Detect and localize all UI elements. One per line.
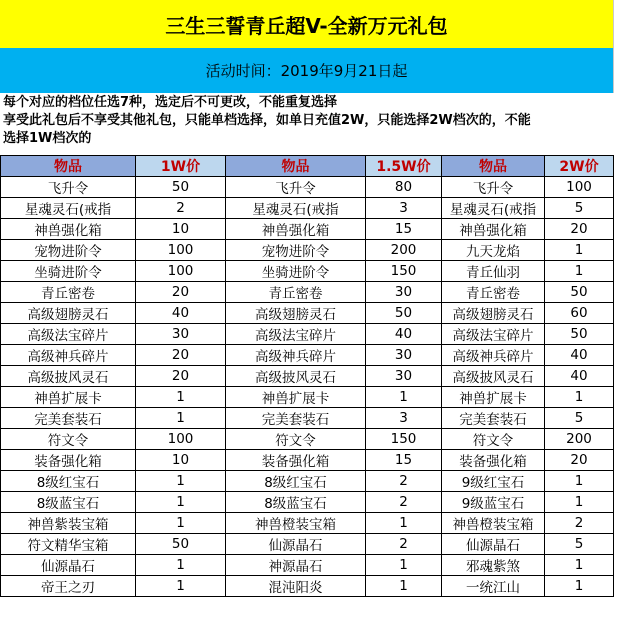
item-15w-cell[interactable]: 仙源晶石 <box>226 534 366 555</box>
table-row <box>1 408 614 429</box>
table-row <box>1 345 614 366</box>
price-15w-cell[interactable]: 1 <box>366 576 442 597</box>
item-2w-cell[interactable]: 高级神兵碎片 <box>442 345 545 366</box>
table-row <box>1 471 614 492</box>
item-15w-cell[interactable]: 符文令 <box>226 429 366 450</box>
item-2w-cell[interactable]: 神兽橙装宝箱 <box>442 513 545 534</box>
price-15w-cell[interactable]: 2 <box>366 534 442 555</box>
item-2w-cell[interactable]: 飞升令 <box>442 177 545 198</box>
header-item-2w[interactable]: 物品 <box>442 156 545 177</box>
item-1w-cell[interactable]: 高级披风灵石 <box>1 366 136 387</box>
item-15w-cell[interactable]: 高级法宝碎片 <box>226 324 366 345</box>
item-2w-cell[interactable]: 高级法宝碎片 <box>442 324 545 345</box>
item-2w-cell[interactable]: 一统江山 <box>442 576 545 597</box>
table-row <box>1 513 614 534</box>
table-row <box>1 219 614 240</box>
item-15w-cell[interactable]: 8级红宝石 <box>226 471 366 492</box>
item-1w-cell[interactable]: 符文精华宝箱 <box>1 534 136 555</box>
rule-line: 选择1W档次的 <box>3 131 92 146</box>
price-15w-cell[interactable]: 40 <box>366 324 442 345</box>
item-1w-cell[interactable]: 青丘密卷 <box>1 282 136 303</box>
table-row <box>1 366 614 387</box>
item-15w-cell[interactable]: 高级披风灵石 <box>226 366 366 387</box>
item-1w-cell[interactable]: 坐骑进阶令 <box>1 261 136 282</box>
price-2w-cell[interactable]: 1 <box>545 576 614 597</box>
item-1w-cell[interactable]: 符文令 <box>1 429 136 450</box>
price-1w-cell[interactable]: 10 <box>136 450 226 471</box>
price-2w-cell[interactable]: 2 <box>545 513 614 534</box>
price-1w-cell[interactable]: 100 <box>136 429 226 450</box>
price-1w-cell[interactable]: 20 <box>136 366 226 387</box>
price-15w-cell[interactable]: 15 <box>366 219 442 240</box>
price-2w-cell[interactable]: 100 <box>545 177 614 198</box>
item-1w-cell[interactable]: 仙源晶石 <box>1 555 136 576</box>
item-1w-cell[interactable]: 8级蓝宝石 <box>1 492 136 513</box>
item-2w-cell[interactable]: 青丘仙羽 <box>442 261 545 282</box>
table-row <box>1 303 614 324</box>
item-1w-cell[interactable]: 宠物进阶令 <box>1 240 136 261</box>
item-2w-cell[interactable]: 9级蓝宝石 <box>442 492 545 513</box>
price-2w-cell[interactable]: 50 <box>545 324 614 345</box>
price-1w-cell[interactable]: 20 <box>136 282 226 303</box>
table-row <box>1 198 614 219</box>
item-1w-cell[interactable]: 神兽强化箱 <box>1 219 136 240</box>
price-1w-cell[interactable]: 1 <box>136 387 226 408</box>
price-15w-cell[interactable]: 30 <box>366 366 442 387</box>
item-1w-cell[interactable]: 神兽扩展卡 <box>1 387 136 408</box>
table-row <box>1 555 614 576</box>
table-row <box>1 240 614 261</box>
table-row <box>1 534 614 555</box>
price-2w-cell[interactable]: 50 <box>545 282 614 303</box>
page-title: 三生三誓青丘超V-全新万元礼包 <box>0 0 614 48</box>
price-15w-cell[interactable]: 150 <box>366 261 442 282</box>
item-2w-cell[interactable]: 青丘密卷 <box>442 282 545 303</box>
price-2w-cell[interactable]: 1 <box>545 471 614 492</box>
price-15w-cell[interactable]: 30 <box>366 282 442 303</box>
item-15w-cell[interactable]: 飞升令 <box>226 177 366 198</box>
price-2w-cell[interactable]: 1 <box>545 387 614 408</box>
rule-line: 享受此礼包后不享受其他礼包，只能单档选择，如单日充值2W，只能选择2W档次的，不能 <box>3 113 531 128</box>
item-15w-cell[interactable]: 青丘密卷 <box>226 282 366 303</box>
item-2w-cell[interactable]: 邪魂紫煞 <box>442 555 545 576</box>
item-15w-cell[interactable]: 8级蓝宝石 <box>226 492 366 513</box>
item-1w-cell[interactable]: 高级翅膀灵石 <box>1 303 136 324</box>
item-1w-cell[interactable]: 高级神兵碎片 <box>1 345 136 366</box>
price-1w-cell[interactable]: 1 <box>136 513 226 534</box>
price-15w-cell[interactable]: 1 <box>366 513 442 534</box>
rule-line: 每个对应的档位任选7种，选定后不可更改，不能重复选择 <box>3 95 338 110</box>
price-2w-cell[interactable]: 1 <box>545 240 614 261</box>
price-15w-cell[interactable]: 2 <box>366 471 442 492</box>
item-15w-cell[interactable]: 宠物进阶令 <box>226 240 366 261</box>
price-1w-cell[interactable]: 50 <box>136 534 226 555</box>
price-15w-cell[interactable]: 3 <box>366 198 442 219</box>
table-row <box>1 429 614 450</box>
item-15w-cell[interactable]: 神兽扩展卡 <box>226 387 366 408</box>
price-15w-cell[interactable]: 200 <box>366 240 442 261</box>
item-2w-cell[interactable]: 神兽扩展卡 <box>442 387 545 408</box>
table-row <box>1 576 614 597</box>
item-2w-cell[interactable]: 高级翅膀灵石 <box>442 303 545 324</box>
header-item-1w[interactable]: 物品 <box>1 156 136 177</box>
item-15w-cell[interactable]: 混沌阳炎 <box>226 576 366 597</box>
item-15w-cell[interactable]: 神源晶石 <box>226 555 366 576</box>
price-15w-cell[interactable]: 2 <box>366 492 442 513</box>
price-2w-cell[interactable]: 20 <box>545 450 614 471</box>
event-date: 活动时间：2019年9月21日起 <box>0 48 614 93</box>
item-15w-cell[interactable]: 神兽强化箱 <box>226 219 366 240</box>
item-15w-cell[interactable]: 星魂灵石(戒指 <box>226 198 366 219</box>
item-1w-cell[interactable]: 神兽紫装宝箱 <box>1 513 136 534</box>
item-2w-cell[interactable]: 星魂灵石(戒指 <box>442 198 545 219</box>
item-1w-cell[interactable]: 帝王之刃 <box>1 576 136 597</box>
table-row <box>1 261 614 282</box>
price-1w-cell[interactable]: 40 <box>136 303 226 324</box>
table-body <box>1 177 614 597</box>
item-1w-cell[interactable]: 飞升令 <box>1 177 136 198</box>
price-1w-cell[interactable]: 1 <box>136 408 226 429</box>
price-15w-cell[interactable]: 150 <box>366 429 442 450</box>
price-1w-cell[interactable]: 100 <box>136 240 226 261</box>
price-1w-cell[interactable]: 1 <box>136 555 226 576</box>
table-header-row <box>1 156 614 177</box>
price-1w-cell[interactable]: 50 <box>136 177 226 198</box>
table-row <box>1 450 614 471</box>
header-price-2w[interactable]: 2W价 <box>545 156 614 177</box>
price-2w-cell[interactable]: 5 <box>545 198 614 219</box>
item-1w-cell[interactable]: 星魂灵石(戒指 <box>1 198 136 219</box>
item-15w-cell[interactable]: 装备强化箱 <box>226 450 366 471</box>
item-2w-cell[interactable]: 装备强化箱 <box>442 450 545 471</box>
item-1w-cell[interactable]: 高级法宝碎片 <box>1 324 136 345</box>
item-15w-cell[interactable]: 神兽橙装宝箱 <box>226 513 366 534</box>
item-2w-cell[interactable]: 符文令 <box>442 429 545 450</box>
header-price-1w[interactable]: 1W价 <box>136 156 226 177</box>
price-1w-cell[interactable]: 2 <box>136 198 226 219</box>
price-15w-cell[interactable]: 1 <box>366 387 442 408</box>
price-15w-cell[interactable]: 15 <box>366 450 442 471</box>
price-2w-cell[interactable]: 1 <box>545 492 614 513</box>
header-price-15w[interactable]: 1.5W价 <box>366 156 442 177</box>
price-15w-cell[interactable]: 50 <box>366 303 442 324</box>
price-1w-cell[interactable]: 1 <box>136 576 226 597</box>
price-1w-cell[interactable]: 1 <box>136 492 226 513</box>
table-row <box>1 387 614 408</box>
item-15w-cell[interactable]: 高级翅膀灵石 <box>226 303 366 324</box>
item-2w-cell[interactable]: 九天龙焰 <box>442 240 545 261</box>
price-2w-cell[interactable]: 5 <box>545 408 614 429</box>
price-1w-cell[interactable]: 20 <box>136 345 226 366</box>
price-1w-cell[interactable]: 30 <box>136 324 226 345</box>
item-2w-cell[interactable]: 高级披风灵石 <box>442 366 545 387</box>
table-row <box>1 282 614 303</box>
table-row <box>1 324 614 345</box>
price-1w-cell[interactable]: 1 <box>136 471 226 492</box>
price-2w-cell[interactable]: 20 <box>545 219 614 240</box>
price-2w-cell[interactable]: 1 <box>545 261 614 282</box>
item-2w-cell[interactable]: 神兽强化箱 <box>442 219 545 240</box>
price-2w-cell[interactable]: 1 <box>545 555 614 576</box>
price-2w-cell[interactable]: 40 <box>545 345 614 366</box>
table-row <box>1 177 614 198</box>
item-15w-cell[interactable]: 高级神兵碎片 <box>226 345 366 366</box>
price-2w-cell[interactable]: 5 <box>545 534 614 555</box>
price-15w-cell[interactable]: 1 <box>366 555 442 576</box>
price-15w-cell[interactable]: 30 <box>366 345 442 366</box>
item-2w-cell[interactable]: 仙源晶石 <box>442 534 545 555</box>
price-2w-cell[interactable]: 200 <box>545 429 614 450</box>
price-15w-cell[interactable]: 80 <box>366 177 442 198</box>
item-1w-cell[interactable]: 装备强化箱 <box>1 450 136 471</box>
price-1w-cell[interactable]: 100 <box>136 261 226 282</box>
item-1w-cell[interactable]: 完美套装石 <box>1 408 136 429</box>
item-2w-cell[interactable]: 9级红宝石 <box>442 471 545 492</box>
item-15w-cell[interactable]: 完美套装石 <box>226 408 366 429</box>
price-table <box>0 155 614 597</box>
rules-notes <box>3 94 615 148</box>
price-2w-cell[interactable]: 40 <box>545 366 614 387</box>
item-2w-cell[interactable]: 完美套装石 <box>442 408 545 429</box>
item-1w-cell[interactable]: 8级红宝石 <box>1 471 136 492</box>
price-15w-cell[interactable]: 3 <box>366 408 442 429</box>
table-row <box>1 492 614 513</box>
price-2w-cell[interactable]: 60 <box>545 303 614 324</box>
header-item-15w[interactable]: 物品 <box>226 156 366 177</box>
item-15w-cell[interactable]: 坐骑进阶令 <box>226 261 366 282</box>
price-1w-cell[interactable]: 10 <box>136 219 226 240</box>
